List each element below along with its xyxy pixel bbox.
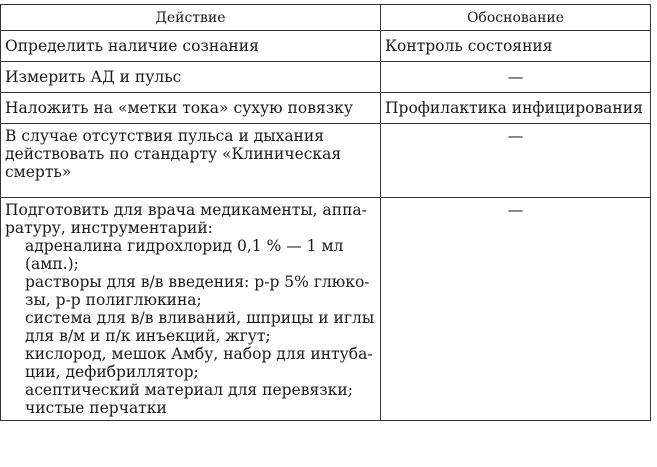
- list-item: для в/м и п/к инъекций, жгут;: [25, 327, 271, 345]
- list-item: система для в/в вливаний, шприцы и иглы: [25, 309, 375, 327]
- table-row: [1, 62, 651, 93]
- action-cell: Измерить АД и пульс: [1, 62, 381, 93]
- action-cell: В случае отсутствия пульса и дыхания действовать по стандарту «Клиническая смерть»: [1, 124, 381, 198]
- header-reason: Обоснование: [381, 5, 651, 31]
- action-cell: Подготовить для врача медикаменты, аппа- ратуру, инструментарий: адреналина гидрохлорид 0,1 % — 1 мл (амп.); растворы для в/в введения: р-р 5% глюко- зы, р-р полиглюкина; система для в/в вливаний, шприцы и иглы для в/м и п/к инъекций, жгут; кислород, мешок Амбу, набор для интуба- ции, дефибриллятор; асептический материал для перевязки; чистые перчатки: [1, 198, 381, 421]
- list-item: зы, р-р полиглюкина;: [25, 291, 202, 309]
- header-action: Действие: [1, 5, 381, 31]
- list-item: кислород, мешок Амбу, набор для интуба-: [25, 345, 373, 363]
- list-item: адреналина гидрохлорид 0,1 % — 1 мл: [25, 237, 344, 255]
- action-cell: Определить наличие сознания: [1, 31, 381, 62]
- table-header-row: [1, 5, 651, 31]
- action-table: [0, 4, 651, 421]
- table-row: [1, 31, 651, 62]
- table-row: [1, 124, 651, 198]
- reason-cell: Контроль состояния: [381, 31, 651, 62]
- reason-cell: —: [381, 198, 651, 421]
- reason-cell: —: [381, 124, 651, 198]
- list-item: ции, дефибриллятор;: [25, 363, 199, 381]
- table-row: [1, 93, 651, 124]
- action-cell: Наложить на «метки тока» сухую повязку: [1, 93, 381, 124]
- reason-cell: —: [381, 62, 651, 93]
- reason-cell: Профилактика инфицирования: [381, 93, 651, 124]
- list-item: (амп.);: [25, 255, 79, 273]
- list-item: чистые перчатки: [25, 399, 167, 417]
- list-item: асептический материал для перевязки;: [25, 381, 353, 399]
- table-row: [1, 198, 651, 421]
- list-item: растворы для в/в введения: р-р 5% глюко-: [25, 273, 370, 291]
